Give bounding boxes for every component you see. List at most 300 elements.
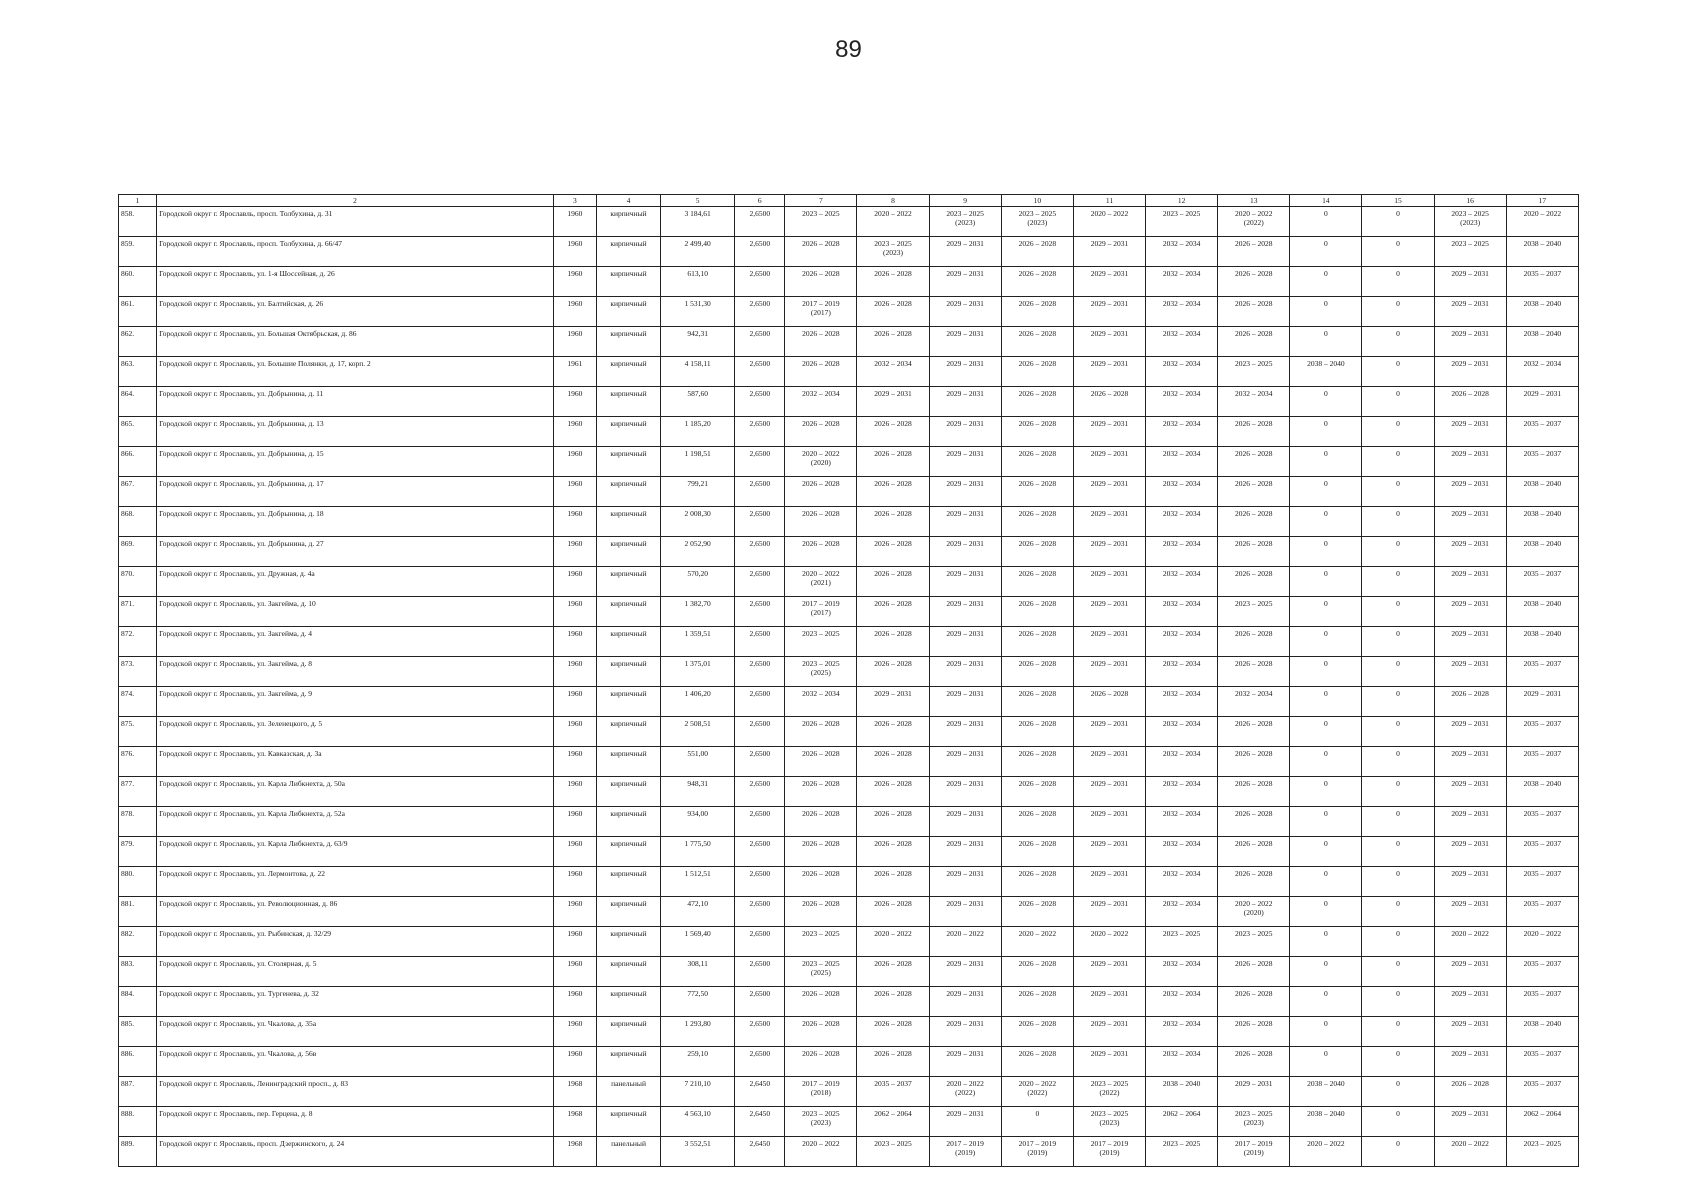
table-cell: 0 <box>1290 687 1362 717</box>
table-cell: 1 375,01 <box>661 657 735 687</box>
table-cell: 1960 <box>553 327 596 357</box>
row-number-cell: 883. <box>119 957 157 987</box>
table-cell: 2026 – 2028 <box>857 627 929 657</box>
table-cell: 0 <box>1362 627 1434 657</box>
table-cell: 2,6500 <box>735 627 785 657</box>
row-number-cell: 861. <box>119 297 157 327</box>
table-cell: 2026 – 2028 <box>1218 657 1290 687</box>
column-number-header: 7 <box>785 195 857 207</box>
table-cell: 1968 <box>553 1107 596 1137</box>
table-cell: 2,6500 <box>735 777 785 807</box>
table-cell: 2038 – 2040 <box>1506 1017 1578 1047</box>
column-number-header: 17 <box>1506 195 1578 207</box>
table-cell: 0 <box>1290 927 1362 957</box>
table-cell: 2026 – 2028 <box>1001 717 1073 747</box>
table-cell: 2038 – 2040 <box>1506 627 1578 657</box>
address-cell: Городской округ г. Ярославль, ул. Добрынина, д. 17 <box>157 477 554 507</box>
table-cell: 2029 – 2031 <box>929 267 1001 297</box>
table-cell: 2026 – 2028 <box>1218 327 1290 357</box>
table-cell: 2026 – 2028 <box>1218 1017 1290 1047</box>
table-cell: 2029 – 2031 <box>1073 717 1145 747</box>
table-row <box>119 957 1579 987</box>
table-cell: 2020 – 2022 <box>785 1137 857 1167</box>
table-cell: 2026 – 2028 <box>785 807 857 837</box>
table-cell: 2023 – 2025 <box>785 207 857 237</box>
table-cell: 2032 – 2034 <box>1146 357 1218 387</box>
column-number-header: 4 <box>596 195 660 207</box>
address-cell: Городской округ г. Ярославль, ул. Закгейма, д. 8 <box>157 657 554 687</box>
table-cell: 2029 – 2031 <box>929 597 1001 627</box>
table-cell: 2032 – 2034 <box>1146 297 1218 327</box>
table-cell: 2,6500 <box>735 867 785 897</box>
table-cell: 1960 <box>553 957 596 987</box>
table-cell: 2017 – 2019 (2017) <box>785 297 857 327</box>
table-cell: 2029 – 2031 <box>929 717 1001 747</box>
table-cell: 2032 – 2034 <box>1146 807 1218 837</box>
table-cell: 2026 – 2028 <box>1001 477 1073 507</box>
table-cell: 2029 – 2031 <box>1073 807 1145 837</box>
table-cell: 1960 <box>553 987 596 1017</box>
table-cell: 1960 <box>553 657 596 687</box>
table-cell: 2035 – 2037 <box>1506 267 1578 297</box>
table-cell: 2,6500 <box>735 207 785 237</box>
table-row <box>119 537 1579 567</box>
table-cell: кирпичный <box>596 1107 660 1137</box>
table-cell: 2032 – 2034 <box>1146 237 1218 267</box>
table-cell: 2023 – 2025 (2025) <box>785 957 857 987</box>
table-cell: кирпичный <box>596 327 660 357</box>
table-cell: кирпичный <box>596 417 660 447</box>
table-cell: 2029 – 2031 <box>929 897 1001 927</box>
table-cell: 2029 – 2031 <box>1073 987 1145 1017</box>
table-cell: 2,6500 <box>735 537 785 567</box>
row-number-cell: 864. <box>119 387 157 417</box>
row-number-cell: 867. <box>119 477 157 507</box>
table-cell: 2038 – 2040 <box>1506 597 1578 627</box>
table-cell: 2,6450 <box>735 1077 785 1107</box>
table-cell: 0 <box>1362 477 1434 507</box>
address-cell: Городской округ г. Ярославль, ул. Добрынина, д. 18 <box>157 507 554 537</box>
table-cell: 0 <box>1001 1107 1073 1137</box>
table-cell: 2023 – 2025 (2023) <box>785 1107 857 1137</box>
table-cell: кирпичный <box>596 597 660 627</box>
table-cell: 2029 – 2031 <box>929 627 1001 657</box>
table-cell: 2032 – 2034 <box>785 687 857 717</box>
table-cell: 0 <box>1290 477 1362 507</box>
table-cell: 2035 – 2037 <box>1506 567 1578 597</box>
table-cell: 0 <box>1290 1047 1362 1077</box>
table-cell: 2029 – 2031 <box>857 687 929 717</box>
table-row <box>119 837 1579 867</box>
table-cell: 1960 <box>553 687 596 717</box>
table-row <box>119 507 1579 537</box>
table-cell: 0 <box>1362 1077 1434 1107</box>
table-cell: 2029 – 2031 <box>929 1107 1001 1137</box>
table-cell: 2023 – 2025 <box>1218 927 1290 957</box>
table-cell: 2020 – 2022 (2021) <box>785 567 857 597</box>
table-cell: 2020 – 2022 (2022) <box>1001 1077 1073 1107</box>
table-cell: 0 <box>1362 987 1434 1017</box>
table-cell: 2026 – 2028 <box>1218 867 1290 897</box>
table-cell: 0 <box>1362 297 1434 327</box>
table-cell: кирпичный <box>596 957 660 987</box>
table-cell: 2,6500 <box>735 597 785 627</box>
address-cell: Городской округ г. Ярославль, ул. Тургенева, д. 32 <box>157 987 554 1017</box>
table-cell: 2020 – 2022 <box>929 927 1001 957</box>
table-cell: 0 <box>1362 927 1434 957</box>
table-cell: 2026 – 2028 <box>857 567 929 597</box>
table-cell: 2,6500 <box>735 807 785 837</box>
row-number-cell: 880. <box>119 867 157 897</box>
table-cell: 2029 – 2031 <box>1073 747 1145 777</box>
address-cell: Городской округ г. Ярославль, ул. Закгейма, д. 4 <box>157 627 554 657</box>
table-row <box>119 747 1579 777</box>
table-cell: 2026 – 2028 <box>857 747 929 777</box>
table-cell: 1 293,80 <box>661 1017 735 1047</box>
table-cell: 2026 – 2028 <box>1434 1077 1506 1107</box>
row-number-cell: 888. <box>119 1107 157 1137</box>
column-number-header: 2 <box>157 195 554 207</box>
table-cell: 2035 – 2037 <box>1506 897 1578 927</box>
address-cell: Городской округ г. Ярославль, просп. Дзержинского, д. 24 <box>157 1137 554 1167</box>
table-cell: 2029 – 2031 <box>929 687 1001 717</box>
table-row <box>119 297 1579 327</box>
table-cell: 2,6500 <box>735 1017 785 1047</box>
table-cell: 2029 – 2031 <box>1218 1077 1290 1107</box>
table-cell: 2029 – 2031 <box>1073 297 1145 327</box>
column-number-header-row <box>119 195 1579 207</box>
table-cell: 2023 – 2025 (2023) <box>1218 1107 1290 1137</box>
table-cell: 2026 – 2028 <box>1001 237 1073 267</box>
row-number-cell: 858. <box>119 207 157 237</box>
table-cell: 1960 <box>553 867 596 897</box>
table-cell: 2026 – 2028 <box>857 657 929 687</box>
table-cell: 2017 – 2019 (2019) <box>1073 1137 1145 1167</box>
table-cell: 2023 – 2025 <box>785 627 857 657</box>
table-cell: 2026 – 2028 <box>785 987 857 1017</box>
row-number-cell: 862. <box>119 327 157 357</box>
table-cell: 2032 – 2034 <box>1146 747 1218 777</box>
table-cell: 3 184,61 <box>661 207 735 237</box>
table-cell: 2038 – 2040 <box>1506 537 1578 567</box>
table-cell: 2026 – 2028 <box>785 717 857 747</box>
table-cell: 2026 – 2028 <box>1218 837 1290 867</box>
table-cell: 2029 – 2031 <box>1073 957 1145 987</box>
table-cell: 1968 <box>553 1077 596 1107</box>
table-cell: 0 <box>1290 837 1362 867</box>
table-cell: 2023 – 2025 <box>785 927 857 957</box>
table-cell: 799,21 <box>661 477 735 507</box>
table-cell: 2029 – 2031 <box>1434 597 1506 627</box>
table-cell: 2029 – 2031 <box>929 837 1001 867</box>
address-cell: Городской округ г. Ярославль, ул. Карла Либкнехта, д. 52а <box>157 807 554 837</box>
table-cell: 2026 – 2028 <box>1001 867 1073 897</box>
table-row <box>119 927 1579 957</box>
table-cell: 2026 – 2028 <box>785 237 857 267</box>
table-cell: 0 <box>1290 957 1362 987</box>
table-cell: 2029 – 2031 <box>929 237 1001 267</box>
table-cell: 0 <box>1362 207 1434 237</box>
table-cell: 2029 – 2031 <box>1073 897 1145 927</box>
table-cell: кирпичный <box>596 927 660 957</box>
table-cell: 2035 – 2037 <box>1506 447 1578 477</box>
table-cell: кирпичный <box>596 387 660 417</box>
table-cell: 2026 – 2028 <box>785 417 857 447</box>
table-row <box>119 207 1579 237</box>
column-number-header: 12 <box>1146 195 1218 207</box>
table-cell: 2029 – 2031 <box>1073 477 1145 507</box>
table-cell: 2029 – 2031 <box>1434 447 1506 477</box>
table-row <box>119 987 1579 1017</box>
table-cell: 2032 – 2034 <box>785 387 857 417</box>
table-cell: 0 <box>1362 237 1434 267</box>
table-cell: 2062 – 2064 <box>857 1107 929 1137</box>
table-cell: 2038 – 2040 <box>1506 507 1578 537</box>
table-cell: 2026 – 2028 <box>1218 567 1290 597</box>
table-cell: 2026 – 2028 <box>1001 687 1073 717</box>
table-cell: 1960 <box>553 1017 596 1047</box>
table-cell: 2026 – 2028 <box>1218 237 1290 267</box>
address-cell: Городской округ г. Ярославль, ул. Революционная, д. 86 <box>157 897 554 927</box>
table-cell: 0 <box>1290 447 1362 477</box>
table-cell: 1960 <box>553 297 596 327</box>
table-cell: 2026 – 2028 <box>1001 627 1073 657</box>
address-cell: Городской округ г. Ярославль, ул. Добрынина, д. 15 <box>157 447 554 477</box>
table-cell: 2029 – 2031 <box>929 537 1001 567</box>
table-cell: 0 <box>1290 387 1362 417</box>
table-row <box>119 1137 1579 1167</box>
table-cell: 2026 – 2028 <box>1001 1017 1073 1047</box>
table-cell: кирпичный <box>596 657 660 687</box>
table-cell: 0 <box>1362 267 1434 297</box>
table-row <box>119 567 1579 597</box>
table-cell: 2026 – 2028 <box>1001 267 1073 297</box>
table-cell: 2,6500 <box>735 957 785 987</box>
table-cell: 2032 – 2034 <box>1218 687 1290 717</box>
table-cell: 2032 – 2034 <box>1218 387 1290 417</box>
column-number-header: 3 <box>553 195 596 207</box>
address-cell: Городской округ г. Ярославль, пер. Герцена, д. 8 <box>157 1107 554 1137</box>
table-cell: кирпичный <box>596 237 660 267</box>
column-number-header: 13 <box>1218 195 1290 207</box>
table-cell: 2029 – 2031 <box>1434 267 1506 297</box>
table-cell: 0 <box>1362 867 1434 897</box>
table-cell: 2029 – 2031 <box>1434 987 1506 1017</box>
table-cell: 1960 <box>553 237 596 267</box>
table-cell: 0 <box>1362 1107 1434 1137</box>
table-cell: 2026 – 2028 <box>1218 417 1290 447</box>
table-cell: 2029 – 2031 <box>1434 657 1506 687</box>
table-cell: 0 <box>1362 597 1434 627</box>
address-cell: Городской округ г. Ярославль, ул. Добрынина, д. 27 <box>157 537 554 567</box>
address-cell: Городской округ г. Ярославль, ул. Балтийская, д. 26 <box>157 297 554 327</box>
table-cell: 2026 – 2028 <box>785 327 857 357</box>
table-cell: кирпичный <box>596 987 660 1017</box>
table-cell: 2026 – 2028 <box>1218 957 1290 987</box>
table-cell: панельный <box>596 1137 660 1167</box>
table-cell: 2026 – 2028 <box>1073 687 1145 717</box>
table-cell: 2026 – 2028 <box>1001 567 1073 597</box>
table-cell: 2032 – 2034 <box>1146 537 1218 567</box>
table-cell: 2032 – 2034 <box>857 357 929 387</box>
table-cell: 2038 – 2040 <box>1146 1077 1218 1107</box>
table-cell: 2029 – 2031 <box>929 357 1001 387</box>
table-cell: 2029 – 2031 <box>1434 297 1506 327</box>
table-cell: 2023 – 2025 <box>857 1137 929 1167</box>
table-cell: 2029 – 2031 <box>929 387 1001 417</box>
table-cell: 2029 – 2031 <box>1073 237 1145 267</box>
row-number-cell: 870. <box>119 567 157 597</box>
row-number-cell: 881. <box>119 897 157 927</box>
table-cell: 1 198,51 <box>661 447 735 477</box>
table-cell: кирпичный <box>596 747 660 777</box>
table-cell: 2029 – 2031 <box>1073 327 1145 357</box>
table-cell: 2029 – 2031 <box>857 387 929 417</box>
table-cell: кирпичный <box>596 267 660 297</box>
housing-register-table <box>118 194 1579 1167</box>
table-cell: 2020 – 2022 <box>1434 927 1506 957</box>
table-cell: 2035 – 2037 <box>857 1077 929 1107</box>
table-cell: 0 <box>1362 687 1434 717</box>
table-cell: 0 <box>1290 417 1362 447</box>
table-row <box>119 387 1579 417</box>
table-cell: 2029 – 2031 <box>929 1017 1001 1047</box>
row-number-cell: 887. <box>119 1077 157 1107</box>
address-cell: Городской округ г. Ярославль, ул. Закгейма, д. 9 <box>157 687 554 717</box>
table-cell: 2038 – 2040 <box>1290 357 1362 387</box>
table-cell: 2029 – 2031 <box>929 507 1001 537</box>
table-cell: 2029 – 2031 <box>1073 357 1145 387</box>
address-cell: Городской округ г. Ярославль, ул. Дружная, д. 4а <box>157 567 554 597</box>
table-cell: 0 <box>1362 507 1434 537</box>
table-cell: 4 563,10 <box>661 1107 735 1137</box>
table-cell: 2029 – 2031 <box>1506 687 1578 717</box>
table-cell: 2029 – 2031 <box>1434 807 1506 837</box>
address-cell: Городской округ г. Ярославль, ул. Чкалова, д. 35а <box>157 1017 554 1047</box>
table-cell: 2029 – 2031 <box>1434 897 1506 927</box>
table-cell: 2020 – 2022 <box>1506 207 1578 237</box>
table-cell: 1960 <box>553 747 596 777</box>
table-cell: 2032 – 2034 <box>1146 627 1218 657</box>
table-cell: 2026 – 2028 <box>857 957 929 987</box>
table-cell: 0 <box>1290 897 1362 927</box>
table-cell: кирпичный <box>596 297 660 327</box>
table-cell: 2026 – 2028 <box>1218 1047 1290 1077</box>
table-cell: 2020 – 2022 <box>1001 927 1073 957</box>
table-cell: 2032 – 2034 <box>1146 267 1218 297</box>
table-cell: 2026 – 2028 <box>1001 777 1073 807</box>
address-cell: Городской округ г. Ярославль, ул. Лермонтова, д. 22 <box>157 867 554 897</box>
table-cell: 2026 – 2028 <box>857 597 929 627</box>
address-cell: Городской округ г. Ярославль, просп. Толбухина, д. 31 <box>157 207 554 237</box>
table-cell: 2029 – 2031 <box>1073 1047 1145 1077</box>
table-cell: 2026 – 2028 <box>785 357 857 387</box>
table-cell: 1960 <box>553 927 596 957</box>
table-row <box>119 1107 1579 1137</box>
table-cell: 2023 – 2025 <box>1506 1137 1578 1167</box>
table-cell: 2026 – 2028 <box>1001 357 1073 387</box>
table-row <box>119 447 1579 477</box>
table-cell: 2026 – 2028 <box>1218 717 1290 747</box>
table-cell: 2026 – 2028 <box>1001 897 1073 927</box>
address-cell: Городской округ г. Ярославль, ул. Закгейма, д. 10 <box>157 597 554 627</box>
table-cell: 2026 – 2028 <box>1001 387 1073 417</box>
table-cell: 0 <box>1362 387 1434 417</box>
address-cell: Городской округ г. Ярославль, ул. Большая Октябрьская, д. 86 <box>157 327 554 357</box>
table-cell: 0 <box>1362 807 1434 837</box>
table-cell: 2026 – 2028 <box>785 747 857 777</box>
table-row <box>119 327 1579 357</box>
table-cell: 1961 <box>553 357 596 387</box>
address-cell: Городской округ г. Ярославль, просп. Толбухина, д. 66/47 <box>157 237 554 267</box>
table-cell: 2032 – 2034 <box>1146 957 1218 987</box>
row-number-cell: 885. <box>119 1017 157 1047</box>
table-cell: 0 <box>1362 957 1434 987</box>
table-cell: 2020 – 2022 <box>1073 927 1145 957</box>
address-cell: Городской округ г. Ярославль, ул. Чкалова, д. 56в <box>157 1047 554 1077</box>
table-cell: 2026 – 2028 <box>785 507 857 537</box>
table-cell: 0 <box>1290 207 1362 237</box>
table-cell: 2032 – 2034 <box>1506 357 1578 387</box>
table-cell: 2029 – 2031 <box>1073 267 1145 297</box>
row-number-cell: 884. <box>119 987 157 1017</box>
table-cell: 2,6500 <box>735 507 785 537</box>
row-number-cell: 874. <box>119 687 157 717</box>
table-cell: 2035 – 2037 <box>1506 867 1578 897</box>
table-cell: 2038 – 2040 <box>1290 1107 1362 1137</box>
table-cell: 2026 – 2028 <box>857 327 929 357</box>
table-cell: 2029 – 2031 <box>929 957 1001 987</box>
table-cell: кирпичный <box>596 837 660 867</box>
table-row <box>119 237 1579 267</box>
table-cell: 2029 – 2031 <box>1073 777 1145 807</box>
table-cell: 1960 <box>553 837 596 867</box>
table-cell: 2029 – 2031 <box>1434 327 1506 357</box>
table-cell: 2035 – 2037 <box>1506 747 1578 777</box>
table-cell: 3 552,51 <box>661 1137 735 1167</box>
row-number-cell: 889. <box>119 1137 157 1167</box>
table-cell: 2035 – 2037 <box>1506 417 1578 447</box>
table-cell: 2035 – 2037 <box>1506 657 1578 687</box>
table-cell: 2038 – 2040 <box>1506 777 1578 807</box>
table-cell: 2026 – 2028 <box>785 1047 857 1077</box>
table-cell: 2035 – 2037 <box>1506 807 1578 837</box>
table-cell: 2026 – 2028 <box>1218 537 1290 567</box>
table-cell: 1960 <box>553 597 596 627</box>
table-cell: 2020 – 2022 <box>1434 1137 1506 1167</box>
table-cell: 7 210,10 <box>661 1077 735 1107</box>
table-cell: 2029 – 2031 <box>929 747 1001 777</box>
table-cell: 2029 – 2031 <box>1073 507 1145 537</box>
table-cell: 2 052,90 <box>661 537 735 567</box>
table-cell: 613,10 <box>661 267 735 297</box>
table-cell: 2017 – 2019 (2019) <box>1218 1137 1290 1167</box>
table-cell: 1960 <box>553 627 596 657</box>
address-cell: Городской округ г. Ярославль, ул. Рыбинская, д. 32/29 <box>157 927 554 957</box>
table-cell: кирпичный <box>596 807 660 837</box>
table-cell: 2029 – 2031 <box>1434 567 1506 597</box>
table-cell: 1 185,20 <box>661 417 735 447</box>
table-cell: 2023 – 2025 <box>1218 597 1290 627</box>
table-cell: 2035 – 2037 <box>1506 987 1578 1017</box>
table-cell: 2026 – 2028 <box>1218 627 1290 657</box>
table-row <box>119 687 1579 717</box>
table-cell: 2026 – 2028 <box>857 417 929 447</box>
table-cell: 2026 – 2028 <box>857 807 929 837</box>
row-number-cell: 863. <box>119 357 157 387</box>
table-cell: 1960 <box>553 567 596 597</box>
table-cell: 2029 – 2031 <box>929 807 1001 837</box>
